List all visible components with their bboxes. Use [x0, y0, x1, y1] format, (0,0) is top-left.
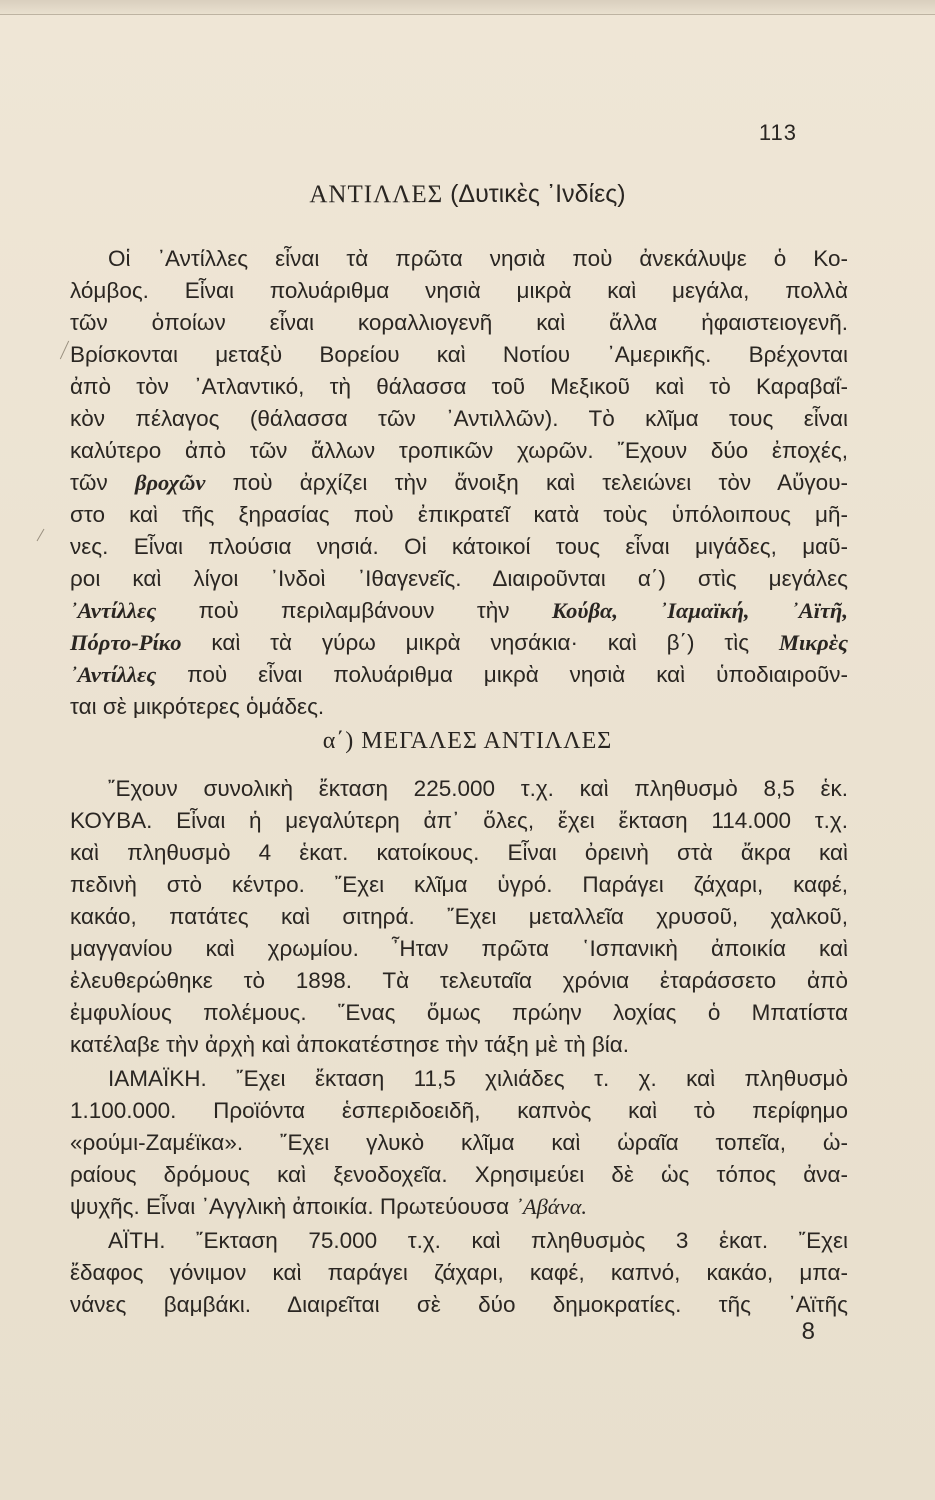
chapter-title — [0, 180, 935, 209]
margin-pencil-mark — [37, 529, 45, 542]
text-span: ποὺ περιλαμβάνουν τὴν — [156, 598, 552, 623]
text-line — [70, 659, 848, 691]
text-span: ποὺ ἀρχίζει τὴν ἄνοιξη καὶ τελειώνει τὸν Αὔγου- — [205, 470, 848, 495]
text-line: κακάο, πατάτες καὶ σιτηρά. ῎Εχει μεταλλεῖα χρυσοῦ, χαλκοῦ, — [70, 904, 848, 929]
emphasis-term: Κούβα, ᾿Ιαμαϊκή, ᾿Αϊτῆ, — [551, 598, 848, 623]
text-line: μαγγανίου καὶ χρωμίου. ῏Ηταν πρῶτα ῾Ισπανικὴ ἀποικία καὶ — [70, 936, 848, 961]
text-line: καὶ πληθυσμὸ 4 ἑκατ. κατοίκους. Εἶναι ὀρεινὴ στὰ ἄκρα καὶ — [70, 840, 848, 865]
text-line: ΙΑΜΑΪΚΗ. ῎Εχει ἔκταση 11,5 χιλιάδες τ. χ. καὶ πληθυσμὸ — [108, 1066, 848, 1091]
text-line: καλύτερο ἀπὸ τῶν ἄλλων τροπικῶν χωρῶν. ῎Εχουν δύο ἐποχές, — [70, 438, 848, 463]
text-line: λόμβος. Εἶναι πολυάριθμα νησιὰ μικρὰ καὶ μεγάλα, πολλὰ — [70, 278, 848, 303]
text-line: κατέλαβε τὴν ἀρχὴ καὶ ἀποκατέστησε τὴν τάξη μὲ τὴ βία. — [70, 1032, 630, 1057]
text-line — [70, 467, 848, 499]
chapter-title-caps: ΑΝΤΙΛΛΕΣ — [309, 181, 444, 208]
text-line: νάνες βαμβάκι. Διαιρεῖται σὲ δύο δημοκρατίες. τῆς ᾿Αϊτῆς — [70, 1292, 848, 1317]
emphasis-term: ᾿Αβάνα. — [515, 1194, 588, 1219]
emphasis-term: ᾿Αντίλλες — [70, 662, 157, 687]
emphasis-term: Μικρὲς — [778, 630, 848, 655]
section-subtitle: α΄) ΜΕΓΑΛΕΣ ΑΝΤΙΛΛΕΣ — [322, 728, 613, 754]
text-line: ἔδαφος γόνιμον καὶ παράγει ζάχαρι, καφέ, καπνό, κακάο, μπα- — [70, 1260, 848, 1285]
emphasis-term: βροχῶν — [134, 470, 206, 495]
text-line: ἀπὸ τὸν ᾿Ατλαντικό, τὴ θάλασσα τοῦ Μεξικοῦ καὶ τὸ Καραβαΐ- — [70, 374, 848, 399]
text-span: ψυχῆς. Εἶναι ᾿Αγγλικὴ ἀποικία. Πρωτεύουσα — [70, 1194, 516, 1219]
text-line: ΑΪΤΗ. ῎Εκταση 75.000 τ.χ. καὶ πληθυσμὸς 3 ἑκατ. ῎Εχει — [108, 1228, 848, 1253]
text-line: 1.100.000. Προϊόντα ἑσπεριδοειδῆ, καπνὸς καὶ τὸ περίφημο — [70, 1098, 848, 1123]
text-line: τῶν ὁποίων εἶναι κοραλλιογενῆ καὶ ἄλλα ἡφαιστειογενῆ. — [70, 310, 848, 335]
text-line: πεδινὴ στὸ κέντρο. ῎Εχει κλῖμα ὑγρό. Παράγει ζάχαρι, καφέ, — [70, 872, 848, 897]
page-top-edge — [0, 0, 935, 15]
text-line: ραίους δρόμους καὶ ξενοδοχεῖα. Χρησιμεύει δὲ ὡς τόπος ἀνα- — [70, 1162, 848, 1187]
text-line: «ρούμι-Ζαμέϊκα». ῎Εχει γλυκὸ κλῖμα καὶ ὡραῖα τοπεῖα, ὡ- — [70, 1130, 848, 1155]
text-span: καὶ τὰ γύρω μικρὰ νησάκια· καὶ β΄) τὶς — [181, 630, 779, 655]
text-line: ἐμφυλίους πολέμους. ῞Ενας ὅμως πρώην λοχίας ὁ Μπατίστα — [70, 1000, 848, 1025]
text-line: ἐλευθερώθηκε τὸ 1898. Τὰ τελευταῖα χρόνια ἐταράσσετο ἀπὸ — [70, 968, 848, 993]
text-line — [70, 627, 848, 659]
text-line — [70, 595, 848, 627]
text-line: νες. Εἶναι πλούσια νησιά. Οἱ κάτοικοί τους εἶναι μιγάδες, μαῦ- — [70, 534, 848, 559]
text-line: ῎Εχουν συνολικὴ ἔκταση 225.000 τ.χ. καὶ πληθυσμὸ 8,5 ἑκ. — [108, 776, 848, 801]
text-line: ΚΟΥΒΑ. Εἶναι ἡ μεγαλύτερη ἀπ᾿ ὅλες, ἔχει ἔκταση 114.000 τ.χ. — [70, 808, 848, 833]
text-line: στο καὶ τῆς ξηρασίας ποὺ ἐπικρατεῖ κατὰ τοὺς ὑπόλοιπους μῆ- — [70, 502, 848, 527]
margin-pencil-mark — [60, 341, 69, 360]
page-number: 113 — [758, 120, 797, 145]
text-line: ροι καὶ λίγοι ᾿Ινδοὶ ᾿Ιθαγενεῖς. Διαιροῦνται α΄) στὶς μεγάλες — [70, 566, 848, 591]
text-span: τῶν — [70, 470, 135, 495]
emphasis-term: Πόρτο-Ρίκο — [70, 630, 182, 655]
text-line: ται σὲ μικρότερες ὁμάδες. — [70, 694, 325, 719]
emphasis-term: ᾿Αντίλλες — [70, 598, 157, 623]
text-line: Βρίσκονται μεταξὺ Βορείου καὶ Νοτίου ᾿Αμερικῆς. Βρέχονται — [70, 342, 848, 367]
chapter-title-subtitle: (Δυτικὲς ᾿Ινδίες) — [450, 180, 626, 208]
text-line: κὸν πέλαγος (θάλασσα τῶν ᾿Αντιλλῶν). Τὸ κλῖμα τους εἶναι — [70, 406, 848, 431]
text-span: ποὺ εἶναι πολυάριθμα μικρὰ νησιὰ καὶ ὑποδιαιροῦν- — [156, 662, 848, 687]
text-line — [70, 1191, 848, 1223]
text-line: Οἱ ᾿Αντίλλες εἶναι τὰ πρῶτα νησιὰ ποὺ ἀνεκάλυψε ὁ Κο- — [108, 246, 848, 271]
signature-mark: 8 — [801, 1318, 815, 1345]
